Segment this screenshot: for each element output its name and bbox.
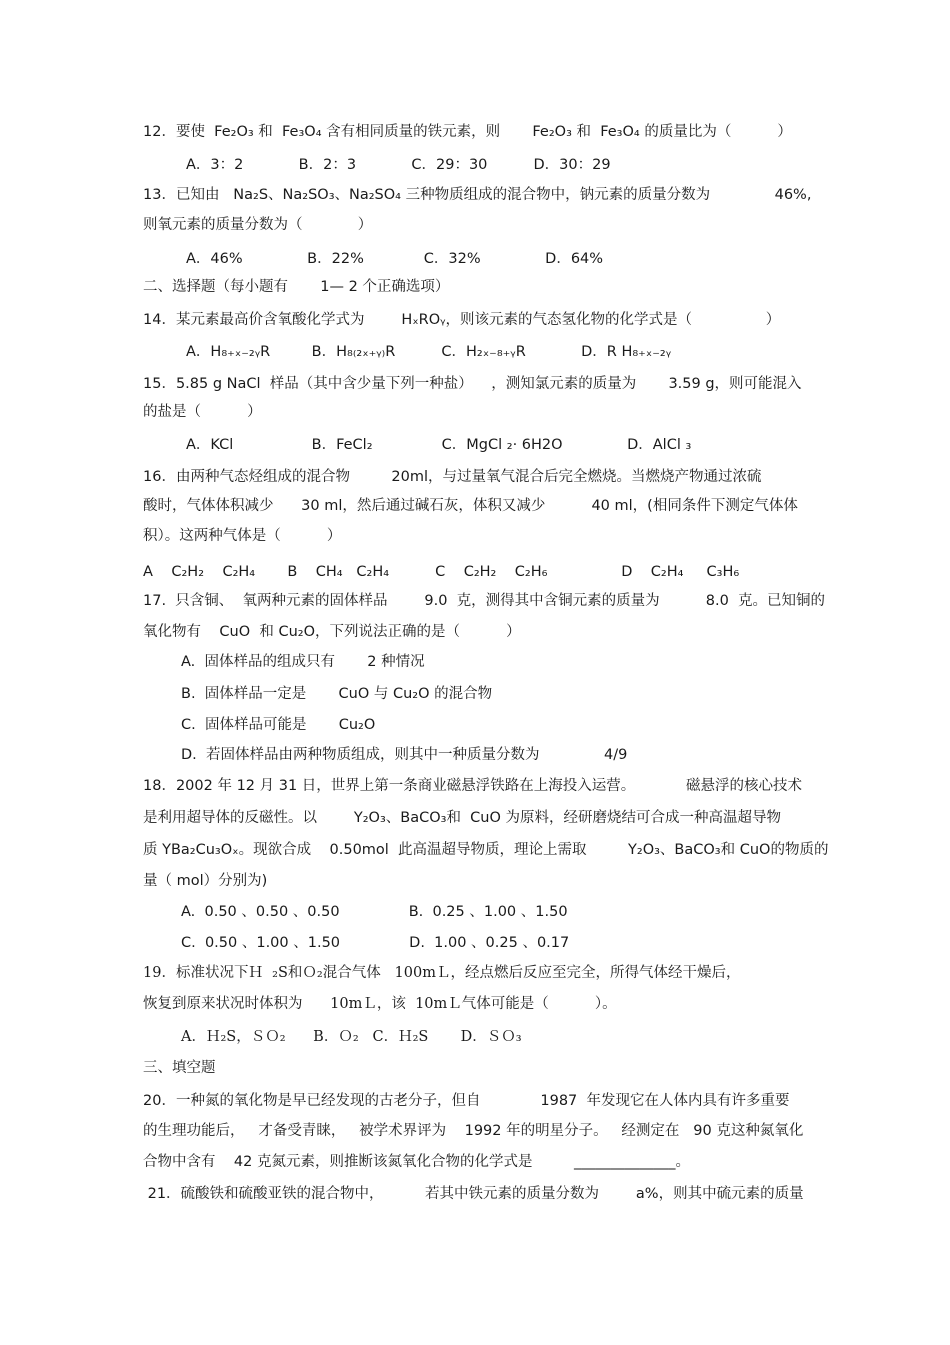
q17-option-d: D. 若固体样品由两种物质组成，则其中一种质量分数为 4/9	[181, 747, 628, 763]
q20-continuation-1: 的生理功能后， 才备受青睐， 被学术界评为 1992 年的明星分子。 经测定在 90 克这种氮氧化	[143, 1123, 804, 1139]
q12-options: A．3：2 B．2：3 C．29：30 D．30：29	[186, 157, 611, 173]
q20-stem: 20．一种氮的氧化物是早已经发现的古老分子，但自 1987 年发现它在人体内具有许多重要	[143, 1093, 790, 1109]
q18-options-cd: C. 0.50 、1.00 、1.50 D. 1.00 、0.25 、0.17	[181, 935, 570, 951]
q16-options: A C₂H₂ C₂H₄ B CH₄ C₂H₄ C C₂H₂ C₂H₆ D C₂H₄ C₃H₆	[143, 564, 740, 580]
q17-option-c: C. 固体样品可能是 Cu₂O	[181, 717, 376, 733]
section-heading-3: 三、填空题	[143, 1060, 216, 1076]
q13-stem: 13．已知由 Na₂S、Na₂SO₃、Na₂SO₄ 三种物质组成的混合物中，钠元素的质量分数为 46%,	[143, 187, 812, 203]
q17-option-b: B. 固体样品一定是 CuO 与 Cu₂O 的混合物	[181, 686, 493, 702]
q16-continuation-1: 酸时，气体体积减少 30 ml，然后通过碱石灰，体积又减少 40 ml，(相同条件下测定气体体	[143, 498, 798, 514]
q18-stem: 18．2002 年 12 月 31 日，世界上第一条商业磁悬浮铁路在上海投入运营。 磁悬浮的核心技术	[143, 778, 802, 794]
q14-stem: 14．某元素最高价含氧酸化学式为 HₓROᵧ，则该元素的气态氢化物的化学式是（ ）	[143, 312, 781, 328]
q14-options: A．H₈₊ₓ₋₂ᵧR B．H₈₍₂ₓ₊ᵧ₎R C．H₂ₓ₋₈₊ᵧR D．R H₈₊ₓ₋₂ᵧ	[186, 344, 672, 360]
q18-options-ab: A. 0.50 、0.50 、0.50 B. 0.25 、1.00 、1.50	[181, 904, 568, 920]
q12-stem: 12．要使 Fe₂O₃ 和 Fe₃O₄ 含有相同质量的铁元素，则 Fe₂O₃ 和 Fe₃O₄ 的质量比为（ ）	[143, 124, 792, 140]
q19-stem: 19．标准状况下Ｈ ₂S和Ｏ₂混合气体 100mＬ，经点燃后反应至完全，所得气体经干燥后，	[143, 965, 741, 981]
q13-continuation: 则氧元素的质量分数为（ ）	[143, 217, 373, 233]
q19-continuation: 恢复到原来状况时体积为 10mＬ，该 10mＬ气体可能是（ ）。	[143, 996, 617, 1012]
q13-options: A．46% B．22% C．32% D．64%	[186, 251, 604, 267]
q17-stem: 17. 只含铜、 氧两种元素的固体样品 9.0 克，测得其中含铜元素的质量为 8.0 克。已知铜的	[143, 593, 826, 609]
q18-continuation-2: 质 YBa₂Cu₃Oₓ。现欲合成 0.50mol 此高温超导物质，理论上需取 Y₂O₃、BaCO₃和 CuO的物质的	[143, 842, 829, 858]
q21-stem: 21．硫酸铁和硫酸亚铁的混合物中， 若其中铁元素的质量分数为 a%，则其中硫元素的质量	[143, 1186, 804, 1202]
q15-stem: 15．5.85 g NaCl 样品（其中含少量下列一种盐） ，测知氯元素的质量为 3.59 g，则可能混入	[143, 376, 802, 392]
q16-continuation-2: 积）。这两种气体是（ ）	[143, 528, 342, 544]
q19-options: A．Ｈ₂S，ＳＯ₂ B．Ｏ₂ C．Ｈ₂S D．ＳＯ₃	[181, 1029, 522, 1045]
q15-options: A．KCl B．FeCl₂ C．MgCl ₂· 6H2O D．AlCl ₃	[186, 437, 692, 453]
q20-continuation-2: 合物中含有 42 克氮元素，则推断该氮氧化合物的化学式是 ______________。	[143, 1154, 690, 1170]
q17-continuation: 氧化物有 CuO 和 Cu₂O，下列说法正确的是（ ）	[143, 624, 521, 640]
q17-option-a: A. 固体样品的组成只有 2 种情况	[181, 654, 425, 670]
q18-continuation-1: 是利用超导体的反磁性。以 Y₂O₃、BaCO₃和 CuO 为原料，经研磨烧结可合成一种高温超导物	[143, 810, 782, 826]
section-heading-2: 二、选择题（每小题有 1— 2 个正确选项）	[143, 279, 450, 295]
q16-stem: 16．由两种气态烃组成的混合物 20ml，与过量氧气混合后完全燃烧。当燃烧产物通过浓硫	[143, 469, 762, 485]
q15-continuation: 的盐是（ ）	[143, 404, 262, 420]
q18-continuation-3: 量（ mol）分别为)	[143, 873, 268, 889]
